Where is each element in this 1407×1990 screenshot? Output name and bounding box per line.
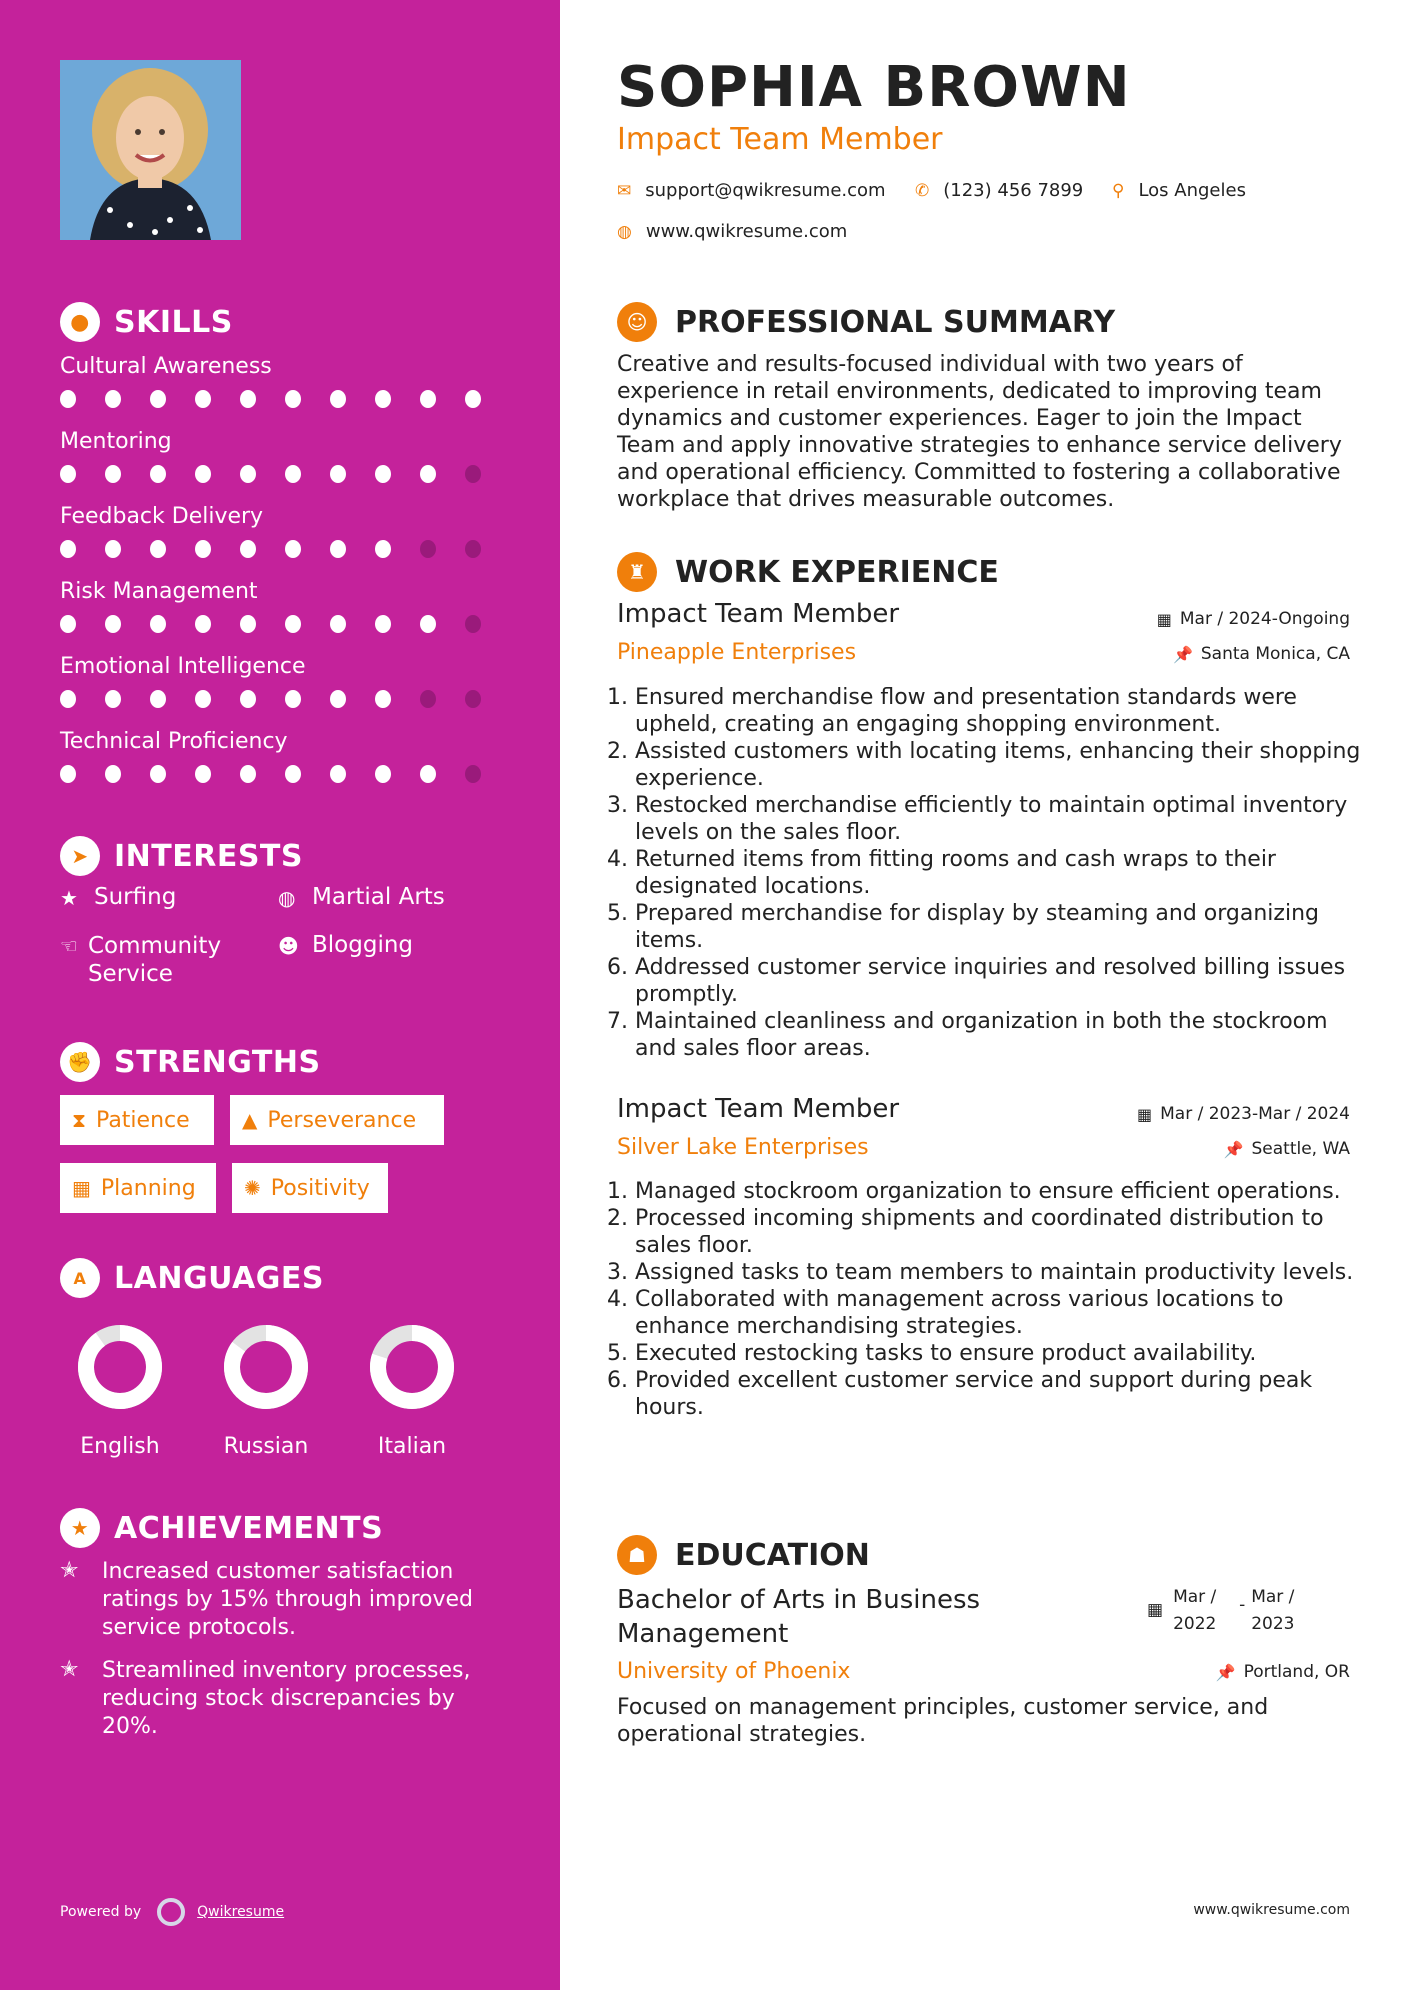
rating-dot [240,465,256,483]
duty-item: 6. Addressed customer service inquiries and resolved billing issues promptly. [635,954,1375,1008]
skill-rating [60,765,510,783]
rating-dot [465,765,481,783]
languages-heading: A LANGUAGES [60,1258,324,1298]
degree-title: Bachelor of Arts in Business Management [617,1585,981,1649]
duty-item: 2. Processed incoming shipments and coordinated distribution to sales floor. [635,1205,1375,1259]
strengths-heading: ✊ STRENGTHS [60,1042,321,1082]
job-title: Impact Team Member [617,599,900,629]
rating-dot [60,465,76,483]
skill-name: Feedback Delivery [60,504,264,529]
language-ring [75,1322,165,1412]
job-company: Silver Lake Enterprises [617,1135,869,1160]
map-marker-icon: ⚲ [1112,180,1125,201]
language-label: English [80,1434,160,1459]
rating-dot [285,390,301,408]
rating-dot [60,615,76,633]
powered-by: Powered by Qwikresume [60,1898,284,1926]
language-item [55,1322,185,1459]
profile-photo [60,60,241,240]
language-ring [367,1322,457,1412]
calendar-icon: ▦ [1156,609,1172,629]
rating-dot [285,765,301,783]
pushpin-icon: 📌 [1223,1139,1244,1159]
rating-dot [195,690,211,708]
contact-email: ✉ support@qwikresume.com [617,180,886,201]
job-location: 📌 Seattle, WA [1223,1139,1350,1159]
rating-dot [150,390,166,408]
rating-dot [330,540,346,558]
rating-dot [285,615,301,633]
rating-dot [465,465,481,483]
rating-dot [330,765,346,783]
shooting-star-icon: ✭ [60,1558,79,1583]
skill-rating [60,390,510,408]
rating-dot [150,615,166,633]
duty-item: 3. Restocked merchandise efficiently to maintain optimal inventory levels on the sales floor. [635,792,1375,846]
skill-rating [60,465,510,483]
rating-dot [240,615,256,633]
skill-item [60,352,510,408]
candidate-name: SOPHIA BROWN [617,55,1131,120]
skill-item [60,502,510,558]
duty-item: 7. Maintained cleanliness and organization in both the stockroom and sales floor areas. [635,1008,1375,1062]
rating-dot [285,465,301,483]
pushpin-icon: 📌 [1215,1662,1236,1682]
rating-dot [150,540,166,558]
rating-dot [150,690,166,708]
rating-dot [105,615,121,633]
hourglass-icon: ⧗ [72,1108,87,1132]
paper-plane-icon: ➤ [60,836,100,876]
calendar-icon: ▦ [1147,1600,1164,1620]
rating-dot [420,765,436,783]
rating-dot [375,690,391,708]
rating-dot [375,390,391,408]
rating-dot [240,540,256,558]
qwikresume-link[interactable]: Qwikresume [197,1904,285,1920]
rating-dot [240,765,256,783]
star-icon: ★ [60,886,78,910]
job-title: Impact Team Member [617,1094,900,1124]
rating-dot [195,765,211,783]
skills-heading: ● SKILLS [60,302,233,342]
education-description: Focused on management principles, customer service, and operational strategies. [617,1695,1269,1747]
qwikresume-logo-icon [157,1898,185,1926]
rating-dot [465,615,481,633]
summary-text: Creative and results-focused individual with two years of experience in retail environments, dedicated to improving team dynamics and customer experiences. Eager to join the Impact Team and apply innovative strategies to enhance service delivery and operational efficiency. Committed to fostering a collaborative workplace that drives measurable outcomes. [617,352,1342,512]
job-dates: ▦ Mar / 2024-Ongoing [1156,609,1350,629]
duty-item: 1. Ensured merchandise flow and presentation standards were upheld, creating an engaging shopping environment. [635,684,1375,738]
rating-dot [465,390,481,408]
duty-item: 1. Managed stockroom organization to ensure efficient operations. [635,1178,1375,1205]
trophy-star-icon: ★ [60,1508,100,1548]
ring-fill [86,1333,154,1401]
hand-icon: ☜ [60,934,78,958]
rating-dot [330,690,346,708]
rating-dot [330,615,346,633]
skill-item [60,727,510,783]
job-company: Pineapple Enterprises [617,640,857,665]
duty-item: 5. Prepared merchandise for display by steaming and organizing items. [635,900,1375,954]
rating-dot [420,390,436,408]
skill-name: Mentoring [60,429,172,454]
rating-dot [285,540,301,558]
rating-dot [150,465,166,483]
rating-dot [105,540,121,558]
rating-dot [195,465,211,483]
job-duties [617,1178,1375,1421]
school-name: University of Phoenix [617,1659,851,1684]
skill-rating [60,540,510,558]
envelope-icon: ✉ [617,180,632,201]
duty-item: 2. Assisted customers with locating items, enhancing their shopping experience. [635,738,1375,792]
calendar-icon: ▦ [72,1176,91,1200]
achievement-item: ✭ Streamlined inventory processes, reducing stock discrepancies by 20%. [60,1657,471,1739]
interest-item: ◍ Martial Arts [278,884,445,910]
skill-name: Emotional Intelligence [60,654,306,679]
rating-dot [375,615,391,633]
job-dates: ▦ Mar / 2023-Mar / 2024 [1136,1104,1350,1124]
rating-dot [465,690,481,708]
road-icon: ▲ [242,1108,258,1132]
strength-badge: ✺ Positivity [232,1163,388,1213]
portrait-image [60,60,241,240]
skill-name: Cultural Awareness [60,354,272,379]
rating-dot [420,540,436,558]
rating-dot [375,540,391,558]
globe-icon: ◍ [278,886,296,910]
skill-item [60,652,510,708]
achievement-item: ✭ Increased customer satisfaction ratings by 15% through improved service protocols. [60,1558,473,1640]
duty-item: 3. Assigned tasks to team members to maintain productivity levels. [635,1259,1375,1286]
rating-dot [285,690,301,708]
skill-name: Risk Management [60,579,258,604]
chair-icon: ♜ [617,552,657,592]
rating-dot [105,465,121,483]
shooting-star-icon: ✭ [60,1657,79,1682]
language-label: Russian [223,1434,309,1459]
rating-dot [420,465,436,483]
rating-dot [150,765,166,783]
skill-item [60,577,510,633]
language-ring [221,1322,311,1412]
user-icon: ☺ [617,302,657,342]
duty-item: 4. Collaborated with management across various locations to enhance merchandising strategies. [635,1286,1375,1340]
skill-rating [60,690,510,708]
main-content [560,0,1407,1990]
duty-item: 5. Executed restocking tasks to ensure product availability. [635,1340,1375,1367]
rating-dot [330,465,346,483]
phone-icon: ✆ [915,180,930,201]
language-label: Italian [377,1434,447,1459]
rating-dot [195,615,211,633]
strength-badge: ⧗ Patience [60,1095,214,1145]
summary-heading: ☺ PROFESSIONAL SUMMARY [617,302,1115,342]
graduate-icon: ☗ [617,1535,657,1575]
rating-dot [240,690,256,708]
contact-website: ◍ www.qwikresume.com [617,221,848,242]
rating-dot [60,540,76,558]
education-heading: ☗ EDUCATION [617,1535,870,1575]
rating-dot [60,390,76,408]
skill-item [60,427,510,483]
job-location: 📌 Santa Monica, CA [1172,644,1350,664]
candidate-title: Impact Team Member [617,122,943,157]
rating-dot [420,615,436,633]
rating-dot [105,690,121,708]
rating-dot [60,765,76,783]
lightbulb-icon: ● [60,302,100,342]
rating-dot [195,540,211,558]
rating-dot [105,390,121,408]
rating-dot [375,765,391,783]
strength-badge: ▦ Planning [60,1163,216,1213]
calendar-icon: ▦ [1136,1104,1153,1124]
interest-item: ☜ Community Service [60,933,222,987]
footer-url[interactable]: www.qwikresume.com [1193,1902,1350,1918]
duty-item: 6. Provided excellent customer service and support during peak hours. [635,1367,1375,1421]
duty-item: 4. Returned items from fitting rooms and cash wraps to their designated locations. [635,846,1375,900]
interests-heading: ➤ INTERESTS [60,836,303,876]
fist-icon: ✊ [60,1042,100,1082]
skill-name: Technical Proficiency [60,729,288,754]
achievements-heading: ★ ACHIEVEMENTS [60,1508,383,1548]
rating-dot [105,765,121,783]
globe-icon: ◍ [617,221,632,242]
skill-rating [60,615,510,633]
rating-dot [195,390,211,408]
contact-location: ⚲ Los Angeles [1112,180,1246,201]
rating-dot [60,690,76,708]
rating-dot [240,390,256,408]
interest-item: ★ Surfing [60,884,177,910]
rating-dot [420,690,436,708]
spinner-icon: ✺ [244,1176,261,1200]
education-dates: ▦ Mar / 2022 - Mar / 2023 [1147,1584,1303,1638]
rating-dot [375,465,391,483]
pushpin-icon: 📌 [1172,644,1193,664]
experience-heading: ♜ WORK EXPERIENCE [617,552,999,592]
rating-dot [465,540,481,558]
rating-dot [330,390,346,408]
interest-item: ☻ Blogging [278,932,414,958]
education-location: 📌 Portland, OR [1215,1662,1350,1682]
language-item [347,1322,477,1459]
job-duties [617,684,1375,1062]
strength-badge: ▲ Perseverance [230,1095,444,1145]
sidebar [0,0,560,1990]
language-item [201,1322,331,1459]
contact-phone: ✆ (123) 456 7899 [915,180,1084,201]
users-icon: ☻ [278,934,299,958]
language-icon: A [60,1258,100,1298]
